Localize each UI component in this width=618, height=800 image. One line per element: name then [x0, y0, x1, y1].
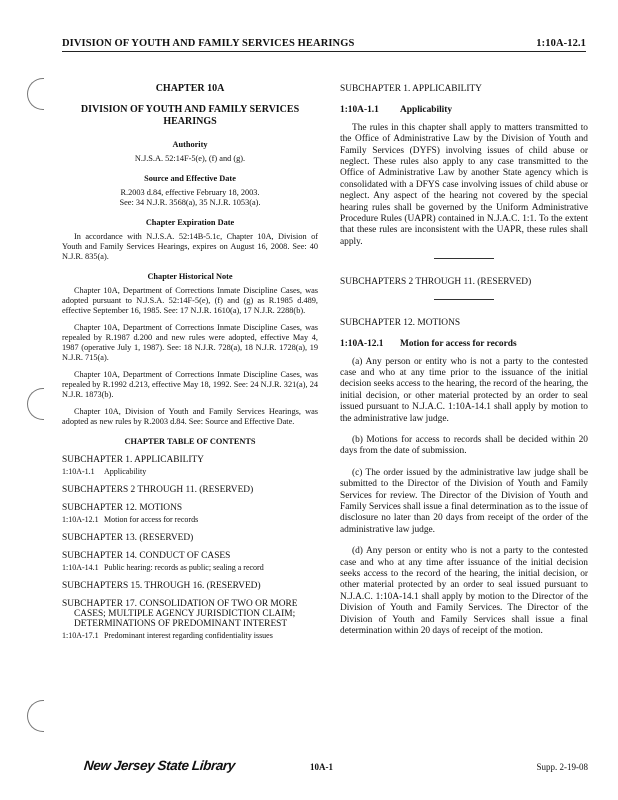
left-column — [62, 84, 318, 649]
expiration-text: In accordance with N.J.S.A. 52:14B-5.1c, Chapter 10A, Division of Youth and Family Services Hearings, expires on August 16, 2008. See: 40 N.J.R. 835(a). — [62, 232, 318, 261]
running-header-title: DIVISION OF YOUTH AND FAMILY SERVICES HEARINGS — [62, 38, 355, 49]
toc-item-17-1[interactable] — [62, 631, 318, 641]
historical-note-1: Chapter 10A, Department of Corrections Inmate Discipline Cases, was adopted pursuant to N.J.S.A. 52:14F-5(e), (f) and (g) as R.1985 d.489, effective September 16, 1985. See: 17 N.J.R. 1610(a), 17 N.J.R. 2288(b). — [62, 286, 318, 315]
paragraph-d: (d) Any person or entity who is not a party to the contested case and who at any time after issuance of the initial decision seeks access to the record of the hearing, the initial decision, or other material protected by an order to seal issued pursuant to N.J.A.C. 1:10A-14.1 shall apply by motion to the Director of the Division of Youth and Family Services. The Director of the Division of Youth and Family Services shall issue a final determination within 20 days of receipt of the motion. — [340, 546, 588, 637]
toc-subchapter-1[interactable]: SUBCHAPTER 1. APPLICABILITY — [62, 455, 204, 465]
right-column — [340, 84, 588, 647]
paragraph-c: (c) The order issued by the administrative law judge shall be submitted to the Director of the Division of Youth and Family Services for review. The Director of the Division of Youth and Family Services shall issue a final determination as to the issue of disclosure no later than 20 days from receipt of the order of the administrative law judge. — [340, 467, 588, 535]
page-footer — [62, 752, 588, 782]
divider-rule — [434, 258, 494, 259]
page-number: 10A-1 — [310, 762, 333, 772]
toc-item-number: 1:10A-14.1 — [62, 563, 99, 572]
paragraph-a: (a) Any person or entity who is not a party to the contested case and who at any time prior to the issuance of the initial decision seeks access to the hearing, the record of the hearing, the initial decision, or other material protected by an order to seal issued pursuant to N.J.A.C. 1:10A-14.1 shall apply by motion to the administrative law judge. — [340, 356, 588, 424]
authority-text: N.J.S.A. 52:14F-5(e), (f) and (g). — [134, 154, 246, 163]
chapter-title: DIVISION OF YOUTH AND FAMILY SERVICES HEARINGS — [80, 104, 300, 127]
supplement-date: Supp. 2-19-08 — [536, 762, 588, 772]
toc-item-title: Public hearing: records as public; sealing a record — [104, 563, 264, 572]
source-line-1: R.2003 d.84, effective February 18, 2003. — [120, 188, 260, 197]
toc-subchapter-17-line-2: CASES; MULTIPLE AGENCY JURISDICTION CLAIM; DETERMINATIONS OF PREDOMINANT INTEREST — [74, 609, 296, 629]
toc-item-12-1[interactable] — [62, 515, 318, 525]
subchapters-2-11-heading: SUBCHAPTERS 2 THROUGH 11. (RESERVED) — [340, 277, 532, 288]
toc-subchapter-17[interactable] — [62, 599, 318, 629]
section-12-1-heading — [340, 339, 588, 350]
toc-heading: CHAPTER TABLE OF CONTENTS — [124, 437, 256, 446]
historical-note-4: Chapter 10A, Division of Youth and Family Services Hearings, was adopted as new rules by R.2003 d.84. See: Source and Effective Date. — [62, 407, 318, 426]
toc-subchapter-15-16[interactable]: SUBCHAPTERS 15. THROUGH 16. (RESERVED) — [62, 581, 261, 591]
section-number: 1:10A-12.1 — [340, 339, 384, 350]
authority-heading: Authority — [172, 140, 208, 149]
toc-item-1-1[interactable] — [62, 467, 318, 477]
source-heading: Source and Effective Date — [144, 174, 236, 183]
toc-subchapter-14[interactable]: SUBCHAPTER 14. CONDUCT OF CASES — [62, 551, 231, 561]
toc-item-number: 1:10A-1.1 — [62, 467, 95, 476]
chapter-number: CHAPTER 10A — [155, 83, 225, 94]
source-line-2: See: 34 N.J.R. 3568(a), 35 N.J.R. 1053(a). — [119, 198, 261, 207]
binder-hole-bottom — [27, 700, 44, 732]
section-number: 1:10A-1.1 — [340, 105, 379, 116]
section-title: Applicability — [400, 105, 453, 116]
historical-note-heading: Chapter Historical Note — [147, 272, 233, 281]
toc-subchapter-2-11[interactable]: SUBCHAPTERS 2 THROUGH 11. (RESERVED) — [62, 485, 254, 495]
binder-hole-top — [27, 78, 44, 110]
library-logo: New Jersey State Library — [83, 758, 236, 773]
toc-item-number: 1:10A-17.1 — [62, 631, 99, 640]
section-1-1-text: The rules in this chapter shall apply to matters transmitted to the Office of Administrative Law by the Division of Youth and Family Services (DYFS) involving issues of child abuse or neglect. These rules also apply to any case transmitted to the Office of Administrative Law by another State agency which is consolidated with a DFYS case involving issues of child abuse or neglect. Any aspect of the hearing not covered by the special hearing rules shall be governed by the Uniform Administrative Procedure Rules (UAPR) contained in N.J.A.C. 1:1. To the extent that these rules are inconsistent with the UAPR, these rules shall apply. — [340, 122, 588, 247]
toc-item-14-1[interactable] — [62, 563, 318, 573]
subchapter-1-heading: SUBCHAPTER 1. APPLICABILITY — [340, 84, 482, 94]
toc-subchapter-12[interactable]: SUBCHAPTER 12. MOTIONS — [62, 503, 183, 513]
section-title: Motion for access for records — [400, 339, 517, 350]
subchapter-12-heading: SUBCHAPTER 12. MOTIONS — [340, 317, 461, 328]
running-header — [62, 38, 586, 49]
toc-subchapter-13[interactable]: SUBCHAPTER 13. (RESERVED) — [62, 533, 194, 543]
toc-item-number: 1:10A-12.1 — [62, 515, 99, 524]
header-rule — [62, 51, 586, 52]
paragraph-b: (b) Motions for access to records shall be decided within 20 days from the date of submission. — [340, 434, 588, 457]
toc-subchapter-17-line-1: SUBCHAPTER 17. CONSOLIDATION OF TWO OR MORE — [62, 599, 298, 609]
section-1-1-heading — [340, 105, 588, 116]
historical-note-3: Chapter 10A, Department of Corrections Inmate Discipline Cases, was repealed by R.1992 d.213, effective May 18, 1992. See: 24 N.J.R. 321(a), 24 N.J.R. 1873(b). — [62, 370, 318, 399]
toc-item-title: Applicability — [104, 467, 147, 476]
expiration-heading: Chapter Expiration Date — [145, 218, 235, 227]
toc-item-title: Predominant interest regarding confidentiality issues — [104, 631, 273, 640]
toc-item-title: Motion for access for records — [104, 515, 199, 524]
divider-rule — [434, 299, 494, 300]
historical-note-2: Chapter 10A, Department of Corrections Inmate Discipline Cases, was repealed by R.1987 d.200 and new rules were adopted, effective May 4, 1987 (operative July 1, 1987). See: 18 N.J.R. 728(a), 18 N.J.R. 1728(a), 19 N.J.R. 715(a). — [62, 323, 318, 362]
binder-hole-middle — [27, 388, 44, 420]
running-header-section: 1:10A-12.1 — [536, 38, 586, 49]
